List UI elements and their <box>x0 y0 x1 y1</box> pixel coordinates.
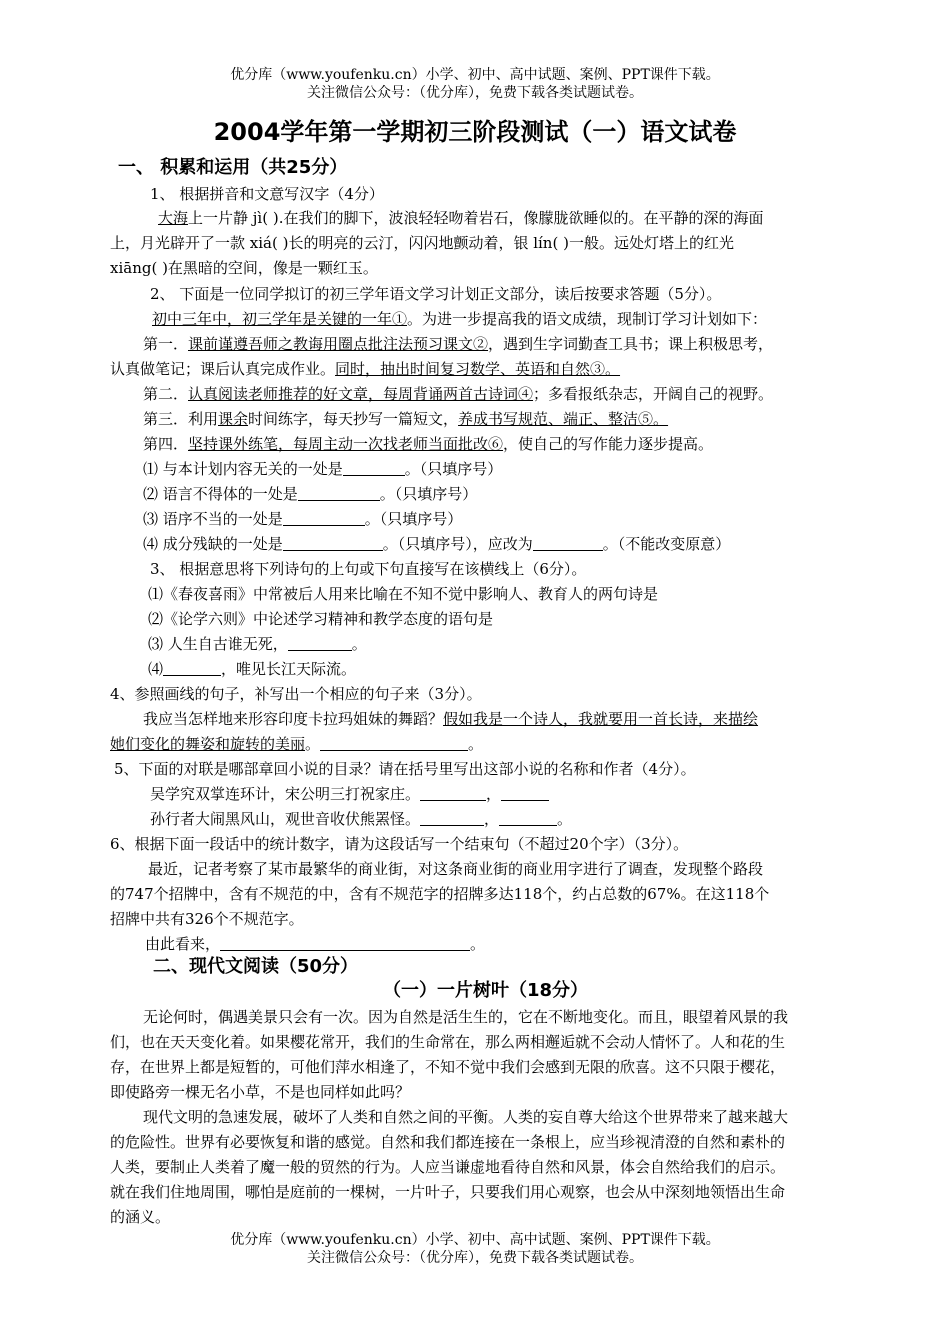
q2-sub-4-text: ⑷ 成分残缺的一处是 <box>143 535 283 553</box>
reading-1-p1-line-2: 们，也在天天变化着。如果樱花常开，我们的生命常在，那么两相邂逅就不会动人情怀了。人和花的生 <box>110 1033 786 1051</box>
q2-plan-3-underlined-word: 课余 <box>218 410 249 428</box>
q3-sub-1: ⑴《春夜喜雨》中常被后人用来比喻在不知不觉中影响人、教育人的两句诗是 <box>148 585 659 603</box>
q5-prompt: 5、下面的对联是哪部章回小说的目录？请在括号里写出这部小说的名称和作者（4分）。 <box>114 760 696 778</box>
reading-1-p2-line-3: 人类，要制止人类着了魔一般的贸然的行为。人应当谦虚地看待自然和风景，体会自然给我们的启示。 <box>110 1158 786 1176</box>
q2-intro <box>152 307 892 331</box>
q4-line-1 <box>143 707 883 731</box>
q2-sub-3-answer-blank[interactable] <box>283 509 365 526</box>
q3-prompt: 3、 根据意思将下列诗句的上句或下句直接写在该横线上（6分）。 <box>150 560 587 578</box>
q5-author-blank[interactable] <box>501 784 549 801</box>
q2-plan-1-cont <box>110 357 850 381</box>
q5-couplet-2-sep: ， <box>484 810 500 828</box>
q2-sub-1-answer-blank[interactable] <box>343 459 405 476</box>
q6-prompt: 6、根据下面一段话中的统计数字，请为这段话写一个结束句（不超过20个字）（3分）。 <box>110 835 689 853</box>
q2-item-3: 同时，抽出时间复习数学、英语和自然③。 <box>335 360 621 378</box>
q2-plan-3 <box>143 407 883 431</box>
q4-prompt: 4、参照画线的句子，补写出一个相应的句子来（3分）。 <box>110 685 482 703</box>
q3-sub-4 <box>148 657 888 681</box>
q2-intro-underlined: 初中三年中，初三学年是关键的一年① <box>152 310 408 328</box>
q2-plan-3-label: 第三．利用 <box>143 410 219 428</box>
q2-item-4: 认真阅读老师推荐的好文章，每周背诵两首古诗词④ <box>188 385 534 403</box>
q5-couplet-2 <box>150 807 890 831</box>
exam-title: 2004学年第一学期初三阶段测试（一）语文试卷 <box>213 118 737 146</box>
q5-couplet-1-sep: ， <box>486 785 502 803</box>
q1-prompt: 1、 根据拼音和文意写汉字（4分） <box>150 185 384 203</box>
q2-item-6: 坚持课外练笔，每周主动一次找老师当面批改⑥ <box>188 435 504 453</box>
q2-prompt: 2、 下面是一位同学拟订的初三学年语文学习计划正文部分，读后按要求答题（5分）。 <box>150 285 722 303</box>
q4-underlined-sentence: 假如我是一个诗人，我就要用一首长诗，来描绘 <box>443 710 759 728</box>
q2-plan-4-label: 第四． <box>143 435 189 453</box>
q2-item-5: 养成书写规范、端正、整洁⑤。 <box>458 410 669 428</box>
q5-couplet-2-text: 孙行者大闹黑风山，观世音收伏熊罴怪。 <box>150 810 421 828</box>
section-1-heading: 一、 积累和运用（共25分） <box>118 157 348 178</box>
q2-plan-2-text: ；多看报纸杂志，开阔自己的视野。 <box>533 385 774 403</box>
q5-couplet-1 <box>150 782 890 806</box>
q2-sub-1 <box>143 457 883 481</box>
q5-novel-name-blank-2[interactable] <box>420 809 484 826</box>
q6-line-2: 的747个招牌中，含有不规范的中，含有不规范字的招牌多达118个，约占总数的67%。在这118个 <box>110 885 770 903</box>
q1-line-1-text: 上一片静 jì( ).在我们的脚下，波浪轻轻吻着岩石，像朦胧欲睡似的。在平静的深的海面 <box>188 209 764 227</box>
reading-1-title: （一）一片树叶（18分） <box>383 980 589 1001</box>
q2-plan-4-text: ，使自己的写作能力逐步提高。 <box>503 435 714 453</box>
q5-novel-name-blank[interactable] <box>420 784 486 801</box>
reading-1-p2-line-5: 的涵义。 <box>110 1208 171 1226</box>
q5-couplet-2-end: 。 <box>557 810 573 828</box>
q1-line-1 <box>158 206 898 230</box>
q2-intro-text: 。为进一步提高我的语文成绩，现制订学习计划如下： <box>407 310 768 328</box>
q3-sub-4-number: ⑷ <box>148 660 164 678</box>
q2-sub-3-end: 。（只填序号） <box>364 510 463 528</box>
q3-sub-3-end: 。 <box>351 635 367 653</box>
q1-underlined-word: 大海 <box>158 209 189 227</box>
q2-sub-4-end: 。（不能改变原意） <box>602 535 731 553</box>
q2-sub-2-answer-blank[interactable] <box>298 484 380 501</box>
q4-line-2-end: 。 <box>468 735 484 753</box>
q2-plan-3-text: 时间练字，每天抄写一篇短文， <box>248 410 459 428</box>
q2-sub-4-revision-blank[interactable] <box>533 534 603 551</box>
section-2-heading: 二、现代文阅读（50分） <box>153 956 359 977</box>
q2-plan-1 <box>143 332 883 356</box>
q2-sub-3-text: ⑶ 语序不当的一处是 <box>143 510 283 528</box>
header-line-1: 优分库（www.youfenku.cn）小学、初中、高中试题、案例、PPT课件下载。 <box>230 67 720 83</box>
footer-line-1: 优分库（www.youfenku.cn）小学、初中、高中试题、案例、PPT课件下载。 <box>230 1232 720 1248</box>
header-line-2: 关注微信公众号：（优分库），免费下载各类试题试卷。 <box>307 85 643 101</box>
q6-line-3: 招牌中共有326个不规范字。 <box>110 910 304 928</box>
reading-1-p1-line-4: 即使路旁一棵无名小草，不是也同样如此吗？ <box>110 1083 411 1101</box>
q2-sub-1-text: ⑴ 与本计划内容无关的一处是 <box>143 460 343 478</box>
footer-line-2: 关注微信公众号：（优分库），免费下载各类试题试卷。 <box>307 1250 643 1266</box>
q4-line-1-text: 我应当怎样地来形容印度卡拉玛姐妹的舞蹈？ <box>143 710 444 728</box>
q4-underlined-sentence-cont: 她们变化的舞姿和旋转的美丽 <box>110 735 306 753</box>
q4-answer-blank[interactable] <box>320 734 468 751</box>
reading-1-p2-line-1: 现代文明的急速发展，破坏了人类和自然之间的平衡。人类的妄自尊大给这个世界带来了越来越大 <box>143 1108 789 1126</box>
q6-answer-blank[interactable] <box>220 934 470 951</box>
q6-line-4-text: 由此看来， <box>145 935 221 953</box>
q4-line-2 <box>110 732 850 756</box>
q5-author-blank-2[interactable] <box>499 809 557 826</box>
q3-sub-2: ⑵《论学六则》中论述学习精神和教学态度的语句是 <box>148 610 494 628</box>
q2-item-2: 课前谨遵吾师之教诲用圈点批注法预习课文② <box>188 335 489 353</box>
q3-sub-4-answer-blank[interactable] <box>163 659 221 676</box>
q2-sub-2-text: ⑵ 语言不得体的一处是 <box>143 485 298 503</box>
q2-plan-2 <box>143 382 883 406</box>
q4-line-2-period: 。 <box>305 735 321 753</box>
q6-line-1: 最近，记者考察了某市最繁华的商业街，对这条商业街的商业用字进行了调查，发现整个路段 <box>148 860 764 878</box>
q3-sub-3-text: ⑶ 人生自古谁无死， <box>148 635 288 653</box>
q3-sub-3-answer-blank[interactable] <box>288 634 352 651</box>
q2-sub-2-end: 。（只填序号） <box>379 485 478 503</box>
reading-1-p1-line-3: 存，在世界上都是短暂的，可他们萍水相逢了，不知不觉中我们会感到无限的欣喜。这不只限于樱花， <box>110 1058 786 1076</box>
q2-sub-2 <box>143 482 883 506</box>
q2-plan-1-cont-text: 认真做笔记；课后认真完成作业。 <box>110 360 336 378</box>
q2-sub-4-mid: 。（只填序号），应改为 <box>382 535 533 553</box>
q2-sub-1-end: 。（只填序号） <box>404 460 503 478</box>
reading-1-p2-line-2: 的危险性。世界有必要恢复和谐的感觉。自然和我们都连接在一条根上，应当珍视清澄的自然和素朴的 <box>110 1133 786 1151</box>
q1-line-2: 上，月光辟开了一款 xiá( )长的明亮的云汀，闪闪地颤动着，银 lín( )一般。远处灯塔上的红光 <box>110 234 734 252</box>
reading-1-p2-line-4: 就在我们住地周围，哪怕是庭前的一棵树，一片叶子，只要我们用心观察，也会从中深刻地领悟出生命 <box>110 1183 786 1201</box>
q2-sub-4-answer-blank[interactable] <box>283 534 383 551</box>
q2-plan-1-label: 第一． <box>143 335 189 353</box>
q6-line-4 <box>145 932 885 956</box>
q6-line-4-end: 。 <box>470 935 486 953</box>
q5-couplet-1-text: 吴学究双掌连环计，宋公明三打祝家庄。 <box>150 785 421 803</box>
q2-sub-3 <box>143 507 883 531</box>
q1-line-3: xiāng( )在黑暗的空间，像是一颗红玉。 <box>110 259 378 277</box>
reading-1-p1-line-1: 无论何时，偶遇美景只会有一次。因为自然是活生生的，它在不断地变化。而且，眼望着风景的我 <box>143 1008 789 1026</box>
q2-plan-4 <box>143 432 883 456</box>
q2-plan-1-text: ，遇到生字词勤查工具书；课上积极思考， <box>488 335 774 353</box>
q2-sub-4 <box>143 532 883 556</box>
q2-plan-2-label: 第二． <box>143 385 189 403</box>
q3-sub-3 <box>148 632 888 656</box>
q3-sub-4-text: ，唯见长江天际流。 <box>221 660 357 678</box>
